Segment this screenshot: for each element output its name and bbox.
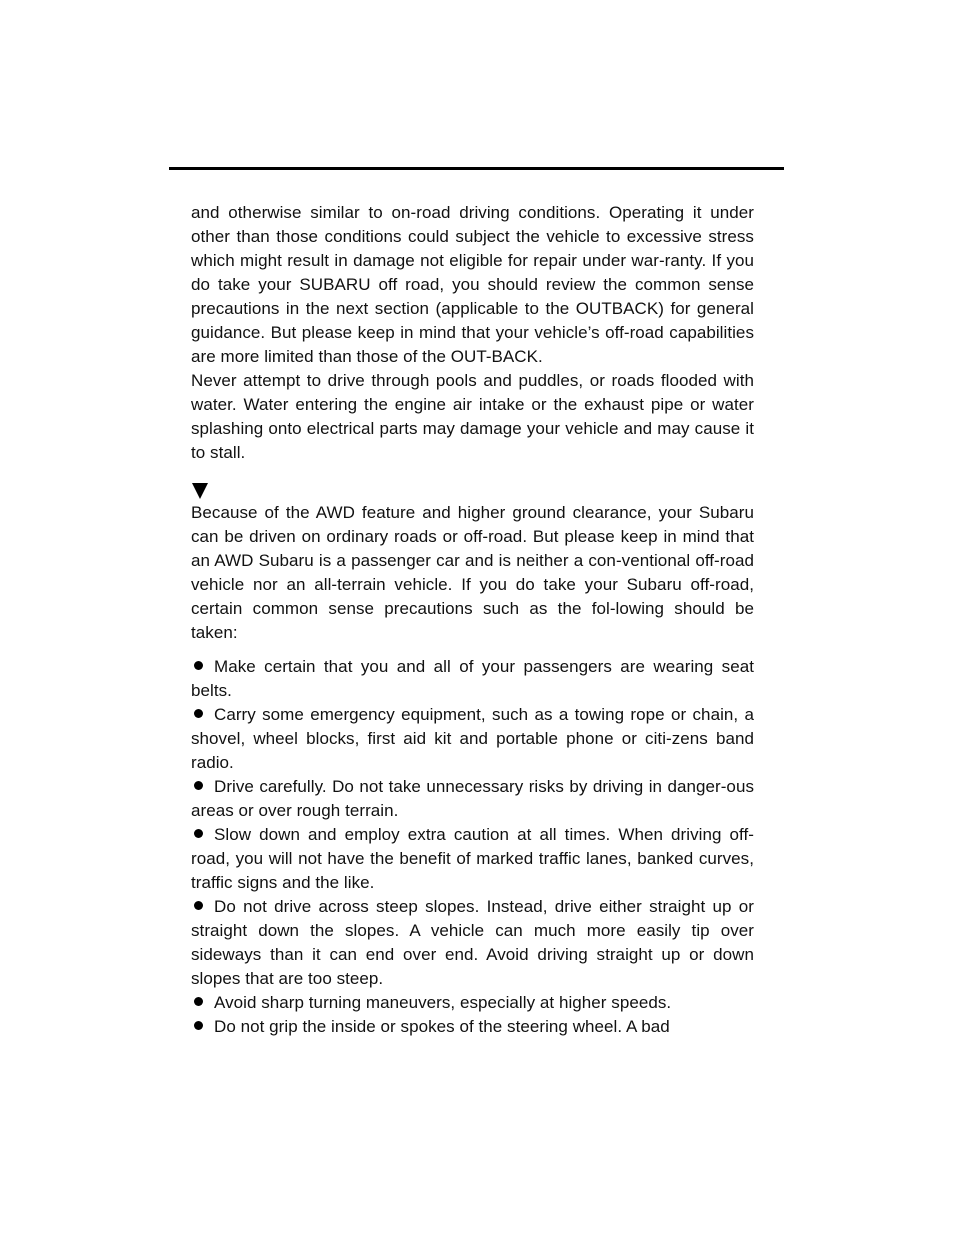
bullet-icon <box>194 1021 203 1030</box>
list-item-text: Carry some emergency equipment, such as a towing rope or chain, a shovel, wheel blocks, first aid kit and portable phone or citi-zens band radio. <box>191 705 754 772</box>
body-paragraph: Never attempt to drive through pools and puddles, or roads flooded with water. Water entering the engine air intake or the exhaust pipe or water splashing onto electrical parts may damage your vehicle and may cause it to stall. <box>191 371 754 462</box>
list-item-text: Slow down and employ extra caution at all times. When driving off-road, you will not have the benefit of marked traffic lanes, banked curves, traffic signs and the like. <box>191 825 754 892</box>
section-marker <box>191 478 754 501</box>
list-item <box>191 895 754 991</box>
list-item <box>191 991 754 1015</box>
bullet-icon <box>194 829 203 838</box>
list-item <box>191 823 754 895</box>
list-item-text: Drive carefully. Do not take unnecessary risks by driving in danger-ous areas or over rough terrain. <box>191 777 754 820</box>
list-item-text: Avoid sharp turning maneuvers, especially at higher speeds. <box>214 993 672 1012</box>
list-item <box>191 703 754 775</box>
bullet-icon <box>194 709 203 718</box>
page-content <box>191 201 754 1039</box>
list-item-text: Make certain that you and all of your passengers are wearing seat belts. <box>191 657 754 700</box>
list-item-text: Do not grip the inside or spokes of the steering wheel. A bad <box>214 1017 670 1036</box>
list-item <box>191 655 754 703</box>
bullet-icon <box>194 901 203 910</box>
body-paragraph: and otherwise similar to on-road driving conditions. Operating it under other than those conditions could subject the vehicle to excessive stress which might result in damage not eligible for repair under war-ranty. If you do take your SUBARU off road, you should review the common sense precautions in the next section (applicable to the OUTBACK) for general guidance. But please keep in mind that your vehicle’s off-road capabilities are more limited than those of the OUT-BACK. <box>191 203 754 366</box>
bullet-icon <box>194 661 203 670</box>
list-item <box>191 775 754 823</box>
bullet-icon <box>194 997 203 1006</box>
list-item-text: Do not drive across steep slopes. Instead, drive either straight up or straight down the slopes. A vehicle can much more easily tip over sideways than it can end over end. Avoid driving straight up or down slopes that are too steep. <box>191 897 754 988</box>
section-intro: Because of the AWD feature and higher ground clearance, your Subaru can be driven on ordinary roads or off-road. But please keep in mind that an AWD Subaru is a passenger car and is neither a con-ventional off-road vehicle nor an all-terrain vehicle. If you do take your Subaru off-road, certain common sense precautions such as the fol-lowing should be taken: <box>191 503 754 642</box>
triangle-down-icon <box>192 483 208 499</box>
list-item <box>191 1015 754 1039</box>
bullet-icon <box>194 781 203 790</box>
precautions-list <box>191 655 754 1039</box>
header-rule <box>169 167 784 170</box>
